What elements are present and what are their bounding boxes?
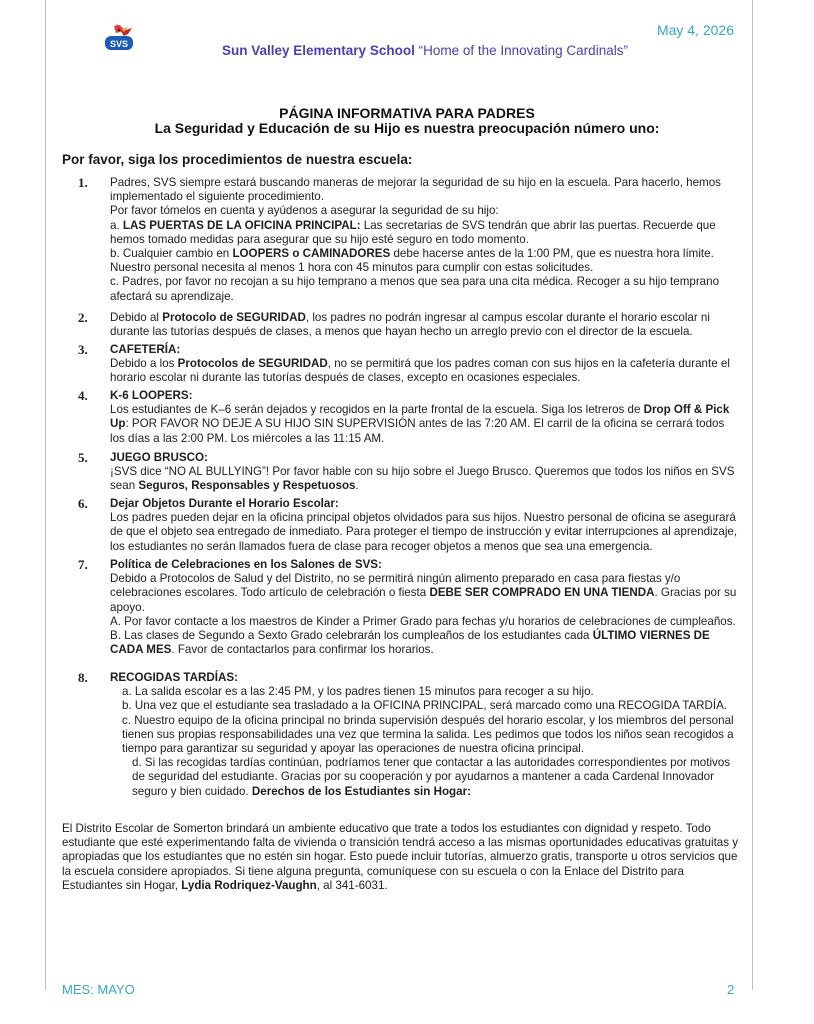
intro-heading: Por favor, siga los procedimientos de nuestra escuela: [62, 152, 413, 167]
left-margin-rule [45, 0, 46, 990]
list-item-5: 5. JUEGO BRUSCO: ¡SVS dice “NO AL BULLYING”! Por favor hable con su hijo sobre el Juego Brusco. Queremos que todos los niños en SVS sean Seguros, Responsables y Respetuosos. [110, 451, 740, 494]
list-item-3: 3. CAFETERÍA: Debido a los Protocolos de SEGURIDAD, no se permitirá que los padres coman con sus hijos en la cafetería durante el horario escolar ni durante las tutorías después de clases, excepto en ocasiones especiales. [110, 343, 740, 386]
footer-month: MES: MAYO [62, 982, 135, 997]
header-date: May 4, 2026 [656, 22, 734, 38]
school-name: Sun Valley Elementary School [222, 43, 415, 58]
list-item-4: 4. K-6 LOOPERS: Los estudiantes de K–6 serán dejados y recogidos en la parte frontal de la escuela. Siga los letreros de Drop Off & Pick Up: POR FAVOR NO DEJE A SU HIJO SIN SUPERVISIÓN antes de las 7:20 AM. El carril de la oficina se cerrará todos los días a las 2:00 PM. Los miércoles a las 11:15 AM. [110, 389, 740, 446]
school-header [222, 43, 628, 58]
item-heading: RECOGIDAS TARDÍAS: [110, 671, 238, 684]
item-number: 2. [78, 310, 88, 325]
page-title: PÁGINA INFORMATIVA PARA PADRES [279, 105, 535, 121]
page-number: 2 [727, 982, 735, 997]
item-heading: JUEGO BRUSCO: [110, 451, 208, 464]
closing-paragraph: El Distrito Escolar de Somerton brindará un ambiente educativo que trate a todos los estudiantes con dignidad y respeto. Todo estudiante que esté experimentando falta de vivienda o transición tendrá acceso a las mismas oportunidades educativas gratuitas y apropiadas que los estudiantes que no estén sin hogar. Esto puede incluir tutorías, almuerzo gratis, transporte u otros servicios que la escuela considere apropiados. Si tiene alguna pregunta, comuníquese con su escuela o con la Enlace del Distrito para Estudiantes sin Hogar, Lydia Rodriquez-Vaughn, al 341-6031. [62, 822, 739, 892]
item-number: 6. [78, 496, 88, 511]
item-text: Los padres pueden dejar en la oficina principal objetos olvidados para sus hijos. Nuestro personal de oficina se asegurará de que el objeto sea entregado de inmediato. Para proteger el tiempo de instrucción y evitar interrupciones al aprendizaje, los estudiantes no serán llamados fuera de clase para recoger objetos a menos que sea una emergencia. [110, 511, 738, 553]
item-text: Por favor tómelos en cuenta y ayúdenos a asegurar la seguridad de su hijo: [110, 204, 499, 218]
item-subpoint-d: d. Si las recogidas tardías continúan, podríamos tener que contactar a las autoridades correspondientes por motivos de seguridad del estudiante. Gracias por su cooperación y por ayudarnos a mantener a cada Cardenal Innovador seguro y bien cuidado. Derechos de los Estudiantes sin Hogar: [132, 756, 731, 798]
list-item-7: 7. Política de Celebraciones en los Salones de SVS: Debido a Protocolos de Salud y del Distrito, no se permitirá ningún alimento preparado en casa para fiestas y/o celebraciones escolares. Todo artículo de celebración o fiesta DEBE SER COMPRADO EN UNA TIENDA. Gracias por su apoyo. A. Por favor contacte a los maestros de Kinder a Primer Grado para fechas y/u horarios de celebraciones de cumpleaños. B. Las clases de Segundo a Sexto Grado celebrarán los cumpleaños de los estudiantes cada ÚLTIMO VIERNES DE CADA MES. Favor de contactarlos para confirmar los horarios. [110, 558, 740, 657]
logo-lettering: SVS [109, 39, 129, 49]
item-subpoint-c: c. Nuestro equipo de la oficina principal no brinda supervisión después del horario escolar, y los miembros del personal tienen sus propias responsabilidades una vez que termina la salida. Les pedimos que todos los niños sean recogidos a tiempo para garantizar su seguridad y apoyar las operaciones de nuestra oficina principal. [122, 713, 734, 756]
item-subpoint-c: c. Padres, por favor no recojan a su hijo temprano a menos que sea para una cita médica. Recoger a su hijo temprano afectará su aprendizaje. [110, 275, 720, 303]
item-heading: Política de Celebraciones en los Salones de SVS: [110, 558, 382, 571]
right-margin-rule [752, 0, 753, 990]
list-item-8 [78, 670, 740, 799]
item-number: 5. [78, 450, 88, 465]
item-subpoint-b: b. Cualquier cambio en LOOPERS o CAMINADORES debe hacerse antes de la 1:00 PM, que es nuestra hora límite. Nuestro personal necesita al menos 1 hora con 45 minutos para cumplir con estas solicitudes. [110, 247, 714, 275]
page-subtitle: La Seguridad y Educación de su Hijo es nuestra preocupación número uno: [154, 120, 660, 136]
item-subpoint-a: A. Por favor contacte a los maestros de Kinder a Primer Grado para fechas y/u horarios de celebraciones de cumpleaños. [110, 614, 736, 628]
item-subpoint-b: B. Las clases de Segundo a Sexto Grado celebrarán los cumpleaños de los estudiantes cada ÚLTIMO VIERNES DE CADA MES. Favor de contactarlos para confirmar los horarios. [110, 629, 710, 657]
item-number: 8. [78, 670, 88, 685]
item-heading: Dejar Objetos Durante el Horario Escolar: [110, 497, 339, 510]
item-number: 3. [78, 342, 88, 357]
item-number: 1. [78, 175, 88, 190]
item-heading: CAFETERÍA: [110, 343, 181, 356]
list-item-1 [78, 175, 740, 304]
item-subpoint-a: a. LAS PUERTAS DE LA OFICINA PRINCIPAL: Las secretarias de SVS tendrán que abrir las puertas. Recuerde que hemos tomado medidas para asegurar que su hijo esté seguro en todo momento. [110, 218, 716, 246]
list-item-2: 2. Debido al Protocolo de SEGURIDAD, los padres no podrán ingresar al campus escolar durante el horario escolar ni durante las tutorías después de clases, a menos que hayan hecho un arreglo previo con el director de la escuela. [78, 310, 710, 339]
item-number: 7. [78, 557, 88, 572]
item-heading: K-6 LOOPERS: [110, 389, 193, 402]
list-item-6 [78, 496, 740, 554]
item-subpoint-b: b. Una vez que el estudiante sea trasladado a la OFICINA PRINCIPAL, será marcado como una RECOGIDA TARDÍA. [122, 699, 728, 713]
cardinal-logo [102, 22, 136, 54]
school-tagline: “Home of the Innovating Cardinals” [418, 43, 628, 58]
item-subpoint-a: a. La salida escolar es a las 2:45 PM, y los padres tienen 15 minutos para recoger a su hijo. [122, 685, 594, 699]
item-text: Padres, SVS siempre estará buscando maneras de mejorar la seguridad de su hijo en la escuela. Para hacerlo, hemos implementado el siguiente procedimiento. [110, 176, 721, 204]
item-number: 4. [78, 388, 88, 403]
